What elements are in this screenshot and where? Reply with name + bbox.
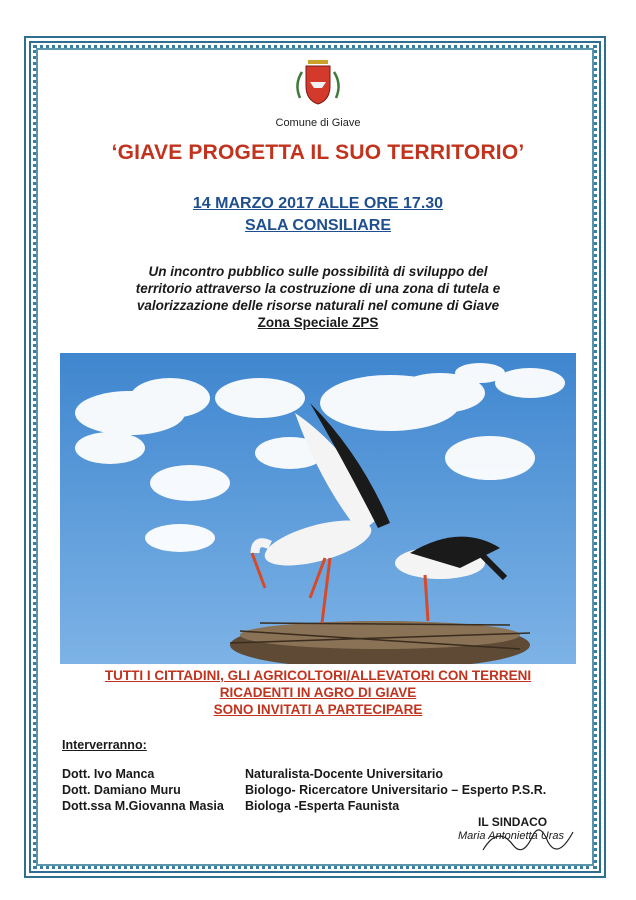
event-title: ‘GIAVE PROGETTA IL SUO TERRITORIO’ <box>111 141 525 164</box>
event-date: 14 MARZO 2017 ALLE ORE 17.30 <box>192 195 444 212</box>
mayor-title: IL SINDACO <box>478 815 548 829</box>
speaker-name: Dott.ssa M.Giovanna Masia <box>62 799 224 813</box>
event-venue: SALA CONSILIARE <box>244 217 392 234</box>
event-datetime-block <box>0 193 636 237</box>
nest <box>230 621 530 664</box>
mayor-name: Maria Antonietta Uras <box>458 830 564 842</box>
event-description <box>60 263 576 331</box>
municipality-name: Comune di Giave <box>275 117 361 129</box>
speaker-role: Biologo- Ricercatore Universitario – Esperto P.S.R. <box>245 783 547 797</box>
storks-photo <box>60 353 576 664</box>
speaker-role: Biologa -Esperta Faunista <box>245 799 400 813</box>
invitation-line: RICADENTI IN AGRO DI GIAVE <box>219 685 417 700</box>
description-line: Un incontro pubblico sulle possibilità di sviluppo del <box>148 264 488 279</box>
speakers-heading: Interverranno: <box>62 738 147 752</box>
municipal-crest-icon <box>292 58 344 112</box>
handwritten-signature <box>478 820 578 860</box>
speaker-role: Naturalista-Docente Universitario <box>245 767 443 781</box>
invitation-line: TUTTI I CITTADINI, GLI AGRICOLTORI/ALLEVATORI CON TERRENI <box>104 668 532 683</box>
invitation-line: SONO INVITATI A PARTECIPARE <box>213 702 423 717</box>
speaker-name: Dott. Ivo Manca <box>62 767 155 781</box>
description-line: territorio attraverso la costruzione di una zona di tutela e <box>135 281 501 296</box>
zone-label: Zona Speciale ZPS <box>257 315 379 330</box>
description-line: valorizzazione delle risorse naturali nel comune di Giave <box>136 298 500 313</box>
invitation-block <box>0 667 636 718</box>
speaker-name: Dott. Damiano Muru <box>62 783 181 797</box>
